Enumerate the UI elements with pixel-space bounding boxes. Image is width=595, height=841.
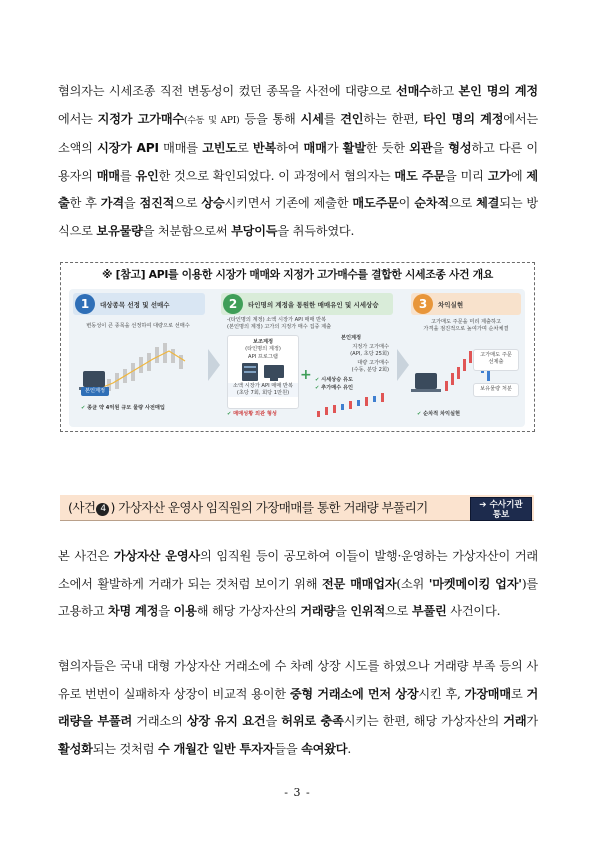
reference-figure: [60, 262, 535, 432]
reference-title: ※ [참고] API를 이용한 시장가 매매와 지정가 고가매수를 결합한 시세조종 사건 개요: [102, 268, 493, 281]
section-title: (사건 4 ) 가상자산 운영사 임직원의 가장매매를 통한 거래량 부풀리기: [68, 500, 428, 515]
step-3-panel: [411, 293, 521, 423]
step-3-header: [411, 293, 521, 315]
check-icon: ✔: [81, 405, 88, 411]
step-1-note: ✔ 종균 약 4억원 규모 물량 사전매입: [81, 405, 165, 411]
step-3-desc-2: 가격을 점진적으로 높여가며 순차체결: [423, 326, 509, 332]
step-3-callout-2: [473, 383, 519, 397]
step-1-title: 대상종목 선정 및 선매수: [100, 300, 170, 309]
case-number-badge: 4: [96, 503, 109, 516]
main-account-title: 본인계정: [340, 335, 362, 341]
section-header-bar: [60, 495, 534, 521]
callout-1-sub: 선제출: [488, 359, 504, 365]
secondary-account-sub: (타인명의 계정): [245, 346, 281, 352]
step-2-number: 2: [223, 294, 243, 314]
page-number: - 3 -: [284, 786, 311, 799]
main-account-item-2: 대량 고가매수: [357, 360, 389, 366]
step-3-desc-1: 고가매도 주문을 미리 제출하고: [430, 319, 502, 325]
step-2-panel: [221, 293, 393, 423]
step-1-desc: 변동성이 큰 종목을 선정하여 대량으로 선매수: [86, 323, 190, 329]
step-2-title: 타인명의 계정을 통원한 매매유인 및 시세상승: [248, 300, 379, 309]
step-3-number: 3: [413, 294, 433, 314]
step-3-note: ✔ 순차적 차익실현: [417, 411, 461, 417]
plus-icon: +: [300, 367, 312, 383]
paragraph-1: 혐의자는 시세조종 직전 변동성이 컸던 종목을 사전에 대량으로 선매수하고 본인 명의 계정에서는 지정가 고가매수(수동 및 API) 등을 통해 시세를 견인하는 한편, 타인 명의 계정에서는 소액의 시장가 API 매매를 고빈도로 반복하여 매매가 활발한 듯한 외관을 형성하고 다른 이용자의 매매를 유인한 것으로 확인되었다. 이 과정에서 혐의자는 매도 주문을 미리 고가에 제출한 후 가격을 점진적으로 상승시키면서 기존에 제출한 매도주문이 순차적으로 체결되는 방식으로 보유물량을 처분함으로써 부당이득을 취득하였다.: [58, 84, 539, 238]
step-2-secondary-account-card: [227, 335, 299, 409]
api-program-label: API 프로그램: [248, 354, 278, 360]
reference-diagram: [69, 289, 525, 427]
server-icon: [228, 361, 298, 383]
step-1-number: 1: [75, 294, 95, 314]
badge-line-1: ➔ 수사기관: [479, 500, 523, 510]
step-2-desc-2: (본인명의 계정) 고가의 지정가 매수 집중 제출: [227, 324, 332, 330]
paragraph-2: 본 사건은 가상자산 운영사의 임직원 등이 공모하여 이들이 발행·운영하는 가상자산이 거래소에서 활발하게 거래가 되는 것처럼 보이기 위해 전문 매매업자(소위 '마켓메이킹 업자')를 고용하고 차명 계정을 이용해 해당 가상자산의 거래량을 인위적으로 부풀린 사건이다.: [58, 549, 538, 619]
check-lure: ✔ 추가매수 유인: [315, 385, 354, 391]
step-2-rising-chart-icon: [311, 391, 391, 419]
paragraph-3: 혐의자들은 국내 대형 가상자산 거래소에 수 차례 상장 시도를 하였으나 거래량 부족 등의 사유로 번번이 실패하자 상장이 비교적 용이한 중형 거래소에 먼저 상장시킨 후, 가장매매로 거래량을 부풀려 거래소의 상장 유지 요건을 허위로 충족시키는 한편, 해당 가상자산의 거래가 활성화되는 것처럼 수 개월간 일반 투자자들을 속여왔다.: [58, 659, 539, 756]
callout-2-text: 보유물량 처분: [480, 386, 512, 392]
main-account-item-2-sub: (수동, 분당 2회): [351, 367, 389, 373]
badge-line-2: 통보: [492, 510, 510, 520]
arrow-2-icon: [397, 349, 409, 381]
main-account-item-1-sub: (API, 초당 25회): [350, 351, 389, 357]
step-1-account-badge: 본인계정: [81, 387, 109, 396]
callout-1-text: 고가매도 주문: [480, 352, 512, 358]
step-1-panel: [73, 293, 205, 423]
step-2-warning: ✔ 매매성황 외관 형성: [227, 411, 277, 417]
step-3-title: 차익실현: [438, 300, 464, 309]
secondary-account-note-1: 소액 시장가 API 매매 반복: [228, 383, 298, 390]
main-account-item-1: 지정가 고가매수: [352, 344, 389, 350]
check-rise: ✔ 시세상승 유도: [315, 377, 354, 383]
step-2-desc-1: -(타인명의 계정) 소액 시장가 API 매매 반복: [227, 317, 327, 323]
secondary-account-note-2: (초당 7회, 회당 1만원): [228, 390, 298, 397]
referral-badge: [470, 497, 532, 521]
secondary-account-title: 보조계정: [252, 339, 274, 345]
step-3-callout-1: [473, 349, 519, 371]
step-2-header: [221, 293, 393, 315]
step-1-header: [73, 293, 205, 315]
arrow-1-icon: [208, 349, 220, 381]
